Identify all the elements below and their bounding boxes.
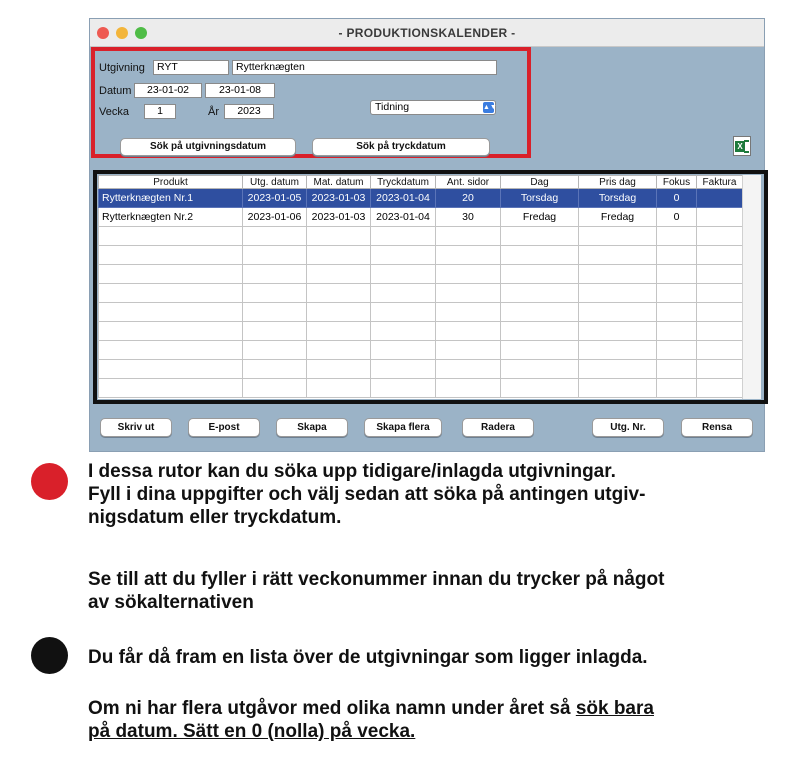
table-cell bbox=[501, 265, 579, 284]
table-cell bbox=[371, 322, 436, 341]
instruction-line: Fyll i dina uppgifter och välj sedan att söka på antingen utgiv- bbox=[88, 484, 646, 505]
create-multiple-button[interactable]: Skapa flera bbox=[364, 418, 442, 437]
instruction-text: Om ni har flera utgåvor med olika namn under året så bbox=[88, 698, 576, 719]
clear-button[interactable]: Rensa bbox=[681, 418, 753, 437]
table-cell: Fredag bbox=[579, 208, 657, 227]
table-cell bbox=[436, 341, 501, 360]
window-title: - PRODUKTIONSKALENDER - bbox=[338, 26, 516, 40]
column-header[interactable]: Fokus bbox=[657, 176, 697, 189]
table-cell bbox=[697, 189, 743, 208]
vecka-field[interactable]: 1 bbox=[144, 104, 176, 119]
table-cell bbox=[657, 246, 697, 265]
column-header[interactable]: Tryckdatum bbox=[371, 176, 436, 189]
column-header[interactable]: Ant. sidor bbox=[436, 176, 501, 189]
datum-from-field[interactable]: 23-01-02 bbox=[134, 83, 202, 98]
table-cell bbox=[579, 303, 657, 322]
search-utgivningsdatum-button[interactable]: Sök på utgivningsdatum bbox=[120, 138, 296, 156]
utgivning-code-field[interactable]: RYT bbox=[153, 60, 229, 75]
create-button[interactable]: Skapa bbox=[276, 418, 348, 437]
table-cell bbox=[99, 227, 243, 246]
table-cell bbox=[307, 341, 371, 360]
table-cell bbox=[307, 303, 371, 322]
ar-label: År bbox=[208, 106, 219, 118]
table-cell bbox=[371, 246, 436, 265]
table-cell: 30 bbox=[436, 208, 501, 227]
table-row[interactable] bbox=[99, 227, 743, 246]
utgivning-name-field[interactable]: Rytterknægten bbox=[232, 60, 497, 75]
table-cell bbox=[243, 379, 307, 398]
table-cell bbox=[501, 341, 579, 360]
column-header[interactable]: Produkt bbox=[99, 176, 243, 189]
table-cell bbox=[697, 246, 743, 265]
ar-field[interactable]: 2023 bbox=[224, 104, 274, 119]
results-table bbox=[98, 175, 743, 398]
table-cell bbox=[436, 360, 501, 379]
table-cell bbox=[243, 341, 307, 360]
table-cell bbox=[307, 265, 371, 284]
table-cell bbox=[501, 322, 579, 341]
table-row[interactable] bbox=[99, 208, 743, 227]
table-cell bbox=[243, 322, 307, 341]
table-cell bbox=[657, 303, 697, 322]
table-cell bbox=[697, 227, 743, 246]
table-cell bbox=[579, 322, 657, 341]
table-cell: 20 bbox=[436, 189, 501, 208]
table-cell bbox=[579, 341, 657, 360]
table-cell bbox=[307, 379, 371, 398]
print-button[interactable]: Skriv ut bbox=[100, 418, 172, 437]
table-cell: 2023-01-06 bbox=[243, 208, 307, 227]
table-cell bbox=[307, 360, 371, 379]
table-cell: 0 bbox=[657, 208, 697, 227]
table-cell: 2023-01-05 bbox=[243, 189, 307, 208]
column-header[interactable]: Dag bbox=[501, 176, 579, 189]
table-cell bbox=[99, 360, 243, 379]
table-scrollbar[interactable] bbox=[742, 175, 761, 399]
table-cell bbox=[697, 208, 743, 227]
column-header[interactable]: Utg. datum bbox=[243, 176, 307, 189]
issue-number-button[interactable]: Utg. Nr. bbox=[592, 418, 664, 437]
table-cell bbox=[436, 379, 501, 398]
excel-x-glyph: X bbox=[735, 141, 745, 152]
table-cell bbox=[243, 227, 307, 246]
instruction-line: nigsdatum eller tryckdatum. bbox=[88, 507, 342, 528]
title-bar bbox=[90, 19, 764, 47]
table-cell bbox=[697, 322, 743, 341]
table-cell bbox=[579, 246, 657, 265]
table-cell bbox=[697, 303, 743, 322]
table-cell bbox=[579, 284, 657, 303]
table-cell bbox=[657, 322, 697, 341]
table-cell: 2023-01-04 bbox=[371, 189, 436, 208]
table-cell bbox=[243, 360, 307, 379]
table-cell bbox=[657, 227, 697, 246]
table-cell bbox=[657, 379, 697, 398]
table-cell bbox=[371, 265, 436, 284]
table-cell bbox=[99, 284, 243, 303]
publication-type-value: Tidning bbox=[375, 101, 410, 113]
table-cell bbox=[697, 265, 743, 284]
table-cell bbox=[657, 265, 697, 284]
publication-type-select[interactable] bbox=[370, 100, 496, 115]
table-cell: Rytterknægten Nr.2 bbox=[99, 208, 243, 227]
table-cell: Torsdag bbox=[579, 189, 657, 208]
select-arrows-icon: ▲▼ bbox=[483, 104, 497, 111]
table-cell bbox=[436, 246, 501, 265]
table-cell bbox=[657, 360, 697, 379]
table-row[interactable] bbox=[99, 360, 743, 379]
table-cell bbox=[99, 379, 243, 398]
search-tryckdatum-button[interactable]: Sök på tryckdatum bbox=[312, 138, 490, 156]
table-cell bbox=[579, 379, 657, 398]
table-cell bbox=[657, 284, 697, 303]
datum-to-field[interactable]: 23-01-08 bbox=[205, 83, 275, 98]
table-cell bbox=[99, 246, 243, 265]
table-cell bbox=[371, 341, 436, 360]
delete-button[interactable]: Radera bbox=[462, 418, 534, 437]
table-cell bbox=[579, 227, 657, 246]
table-cell: Torsdag bbox=[501, 189, 579, 208]
table-cell: 2023-01-04 bbox=[371, 208, 436, 227]
red-marker-dot bbox=[31, 463, 68, 500]
table-cell: 2023-01-03 bbox=[307, 189, 371, 208]
table-cell bbox=[307, 227, 371, 246]
table-cell bbox=[99, 303, 243, 322]
table-cell bbox=[99, 265, 243, 284]
table-row[interactable] bbox=[99, 265, 743, 284]
email-button[interactable]: E-post bbox=[188, 418, 260, 437]
table-cell bbox=[697, 341, 743, 360]
table-cell bbox=[501, 246, 579, 265]
instruction-underlined-text: sök bara bbox=[575, 698, 654, 719]
table-cell bbox=[307, 322, 371, 341]
instruction-underlined-line: på datum. Sätt en 0 (nolla) på vecka. bbox=[88, 721, 416, 742]
excel-lines-glyph bbox=[744, 140, 749, 153]
table-cell bbox=[371, 303, 436, 322]
table-cell: Fredag bbox=[501, 208, 579, 227]
table-cell bbox=[371, 227, 436, 246]
table-cell bbox=[501, 360, 579, 379]
table-row[interactable] bbox=[99, 284, 743, 303]
instruction-search bbox=[88, 460, 788, 529]
table-cell bbox=[501, 284, 579, 303]
column-header[interactable]: Faktura bbox=[697, 176, 743, 189]
table-cell bbox=[436, 303, 501, 322]
table-cell: 0 bbox=[657, 189, 697, 208]
instruction-week bbox=[88, 568, 788, 614]
table-cell bbox=[243, 265, 307, 284]
table-cell bbox=[697, 284, 743, 303]
instruction-line: I dessa rutor kan du söka upp tidigare/inlagda utgivningar. bbox=[88, 461, 616, 482]
table-cell bbox=[657, 341, 697, 360]
table-cell bbox=[371, 284, 436, 303]
column-header[interactable]: Mat. datum bbox=[307, 176, 371, 189]
table-row[interactable] bbox=[99, 379, 743, 398]
table-row[interactable] bbox=[99, 303, 743, 322]
table-cell bbox=[579, 265, 657, 284]
table-cell bbox=[371, 379, 436, 398]
table-cell bbox=[436, 322, 501, 341]
table-cell bbox=[501, 379, 579, 398]
table-cell bbox=[99, 341, 243, 360]
table-cell bbox=[243, 284, 307, 303]
table-cell bbox=[307, 284, 371, 303]
table-cell bbox=[697, 360, 743, 379]
table-cell bbox=[307, 246, 371, 265]
black-marker-dot bbox=[31, 637, 68, 674]
table-cell bbox=[371, 360, 436, 379]
table-cell bbox=[243, 303, 307, 322]
instruction-line: Du får då fram en lista över de utgivningar som ligger inlagda. bbox=[88, 647, 648, 668]
vecka-label: Vecka bbox=[99, 106, 129, 118]
table-row[interactable] bbox=[99, 246, 743, 265]
table-cell bbox=[436, 227, 501, 246]
table-cell: Rytterknægten Nr.1 bbox=[99, 189, 243, 208]
instruction-line bbox=[88, 697, 788, 720]
table-cell bbox=[501, 303, 579, 322]
table-row[interactable] bbox=[99, 341, 743, 360]
utgivning-label: Utgivning bbox=[99, 62, 145, 74]
instruction-line: av sökalternativen bbox=[88, 592, 254, 613]
table-cell bbox=[697, 379, 743, 398]
instruction-line: Se till att du fyller i rätt veckonummer innan du trycker på något bbox=[88, 569, 665, 590]
table-row[interactable] bbox=[99, 322, 743, 341]
table-cell bbox=[579, 360, 657, 379]
excel-export-icon[interactable] bbox=[733, 136, 751, 156]
table-cell bbox=[436, 265, 501, 284]
table-row[interactable] bbox=[99, 189, 743, 208]
instruction-date-only bbox=[88, 697, 788, 743]
table-header-row bbox=[99, 176, 743, 189]
datum-label: Datum bbox=[99, 85, 132, 97]
table-cell bbox=[99, 322, 243, 341]
table-cell: 2023-01-03 bbox=[307, 208, 371, 227]
table-cell bbox=[501, 227, 579, 246]
results-table-area bbox=[98, 175, 742, 399]
table-cell bbox=[243, 246, 307, 265]
instruction-list bbox=[88, 646, 788, 669]
table-cell bbox=[436, 284, 501, 303]
column-header[interactable]: Pris dag bbox=[579, 176, 657, 189]
